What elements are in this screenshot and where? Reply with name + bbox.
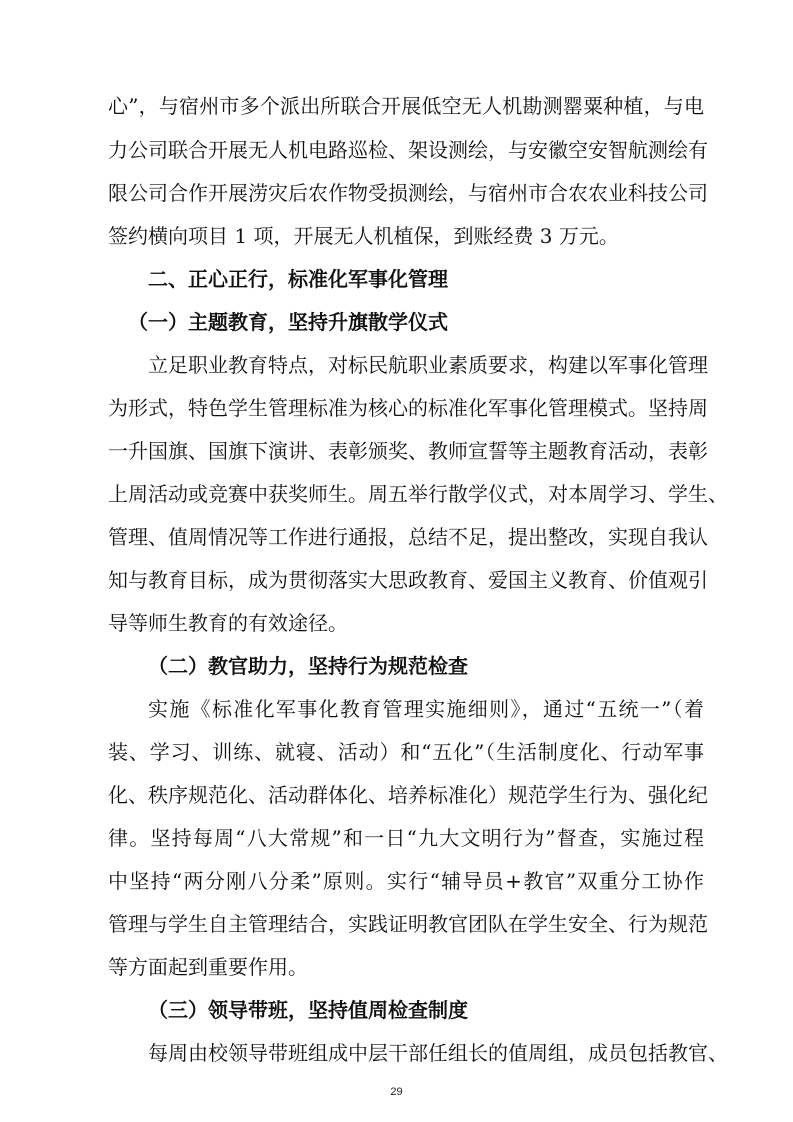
paragraph-line: 实施《标准化军事化教育管理实施细则》，通过“五统一”（着 xyxy=(148,697,704,721)
paragraph-line: 管理、值周情况等工作进行通报，总结不足，提出整改，实现自我认 xyxy=(108,525,708,549)
paragraph-line: 心”，与宿州市多个派出所联合开展低空无人机勘测罂粟种植，与电 xyxy=(108,94,704,118)
paragraph-line: 等方面起到重要作用。 xyxy=(108,955,308,979)
paragraph-line: 律。坚持每周“八大常规”和一日“九大文明行为”督查，实施过程 xyxy=(108,826,704,850)
paragraph-line: 导等师生教育的有效途径。 xyxy=(108,611,348,635)
paragraph-line: 立足职业教育特点，对标民航职业素质要求，构建以军事化管理 xyxy=(148,353,708,377)
subsection-heading: （一）主题教育，坚持升旗散学仪式 xyxy=(128,310,448,334)
paragraph-line: 力公司联合开展无人机电路巡检、架设测绘，与安徽空安智航测绘有 xyxy=(108,138,708,162)
page-number: 29 xyxy=(390,1086,403,1098)
paragraph-line: 管理与学生自主管理结合，实践证明教官团队在学生安全、行为规范 xyxy=(108,912,708,936)
paragraph-line: 限公司合作开展涝灾后农作物受损测绘，与宿州市合农农业科技公司 xyxy=(108,181,708,205)
subsection-heading: （三）领导带班，坚持值周检查制度 xyxy=(148,998,468,1022)
paragraph-line: 一升国旗、国旗下演讲、表彰颁奖、教师宣誓等主题教育活动，表彰 xyxy=(108,439,708,463)
paragraph-line: 为形式，特色学生管理标准为核心的标准化军事化管理模式。坚持周 xyxy=(108,396,708,420)
paragraph-line: 每周由校领导带班组成中层干部任组长的值周组，成员包括教官、 xyxy=(148,1041,728,1065)
paragraph-line: 知与教育目标，成为贯彻落实大思政教育、爱国主义教育、价值观引 xyxy=(108,568,708,592)
paragraph-line: 装、学习、训练、就寝、活动）和“五化”（生活制度化、行动军事 xyxy=(108,740,704,764)
section-heading: 二、正心正行，标准化军事化管理 xyxy=(148,267,448,291)
paragraph-line: 上周活动或竞赛中获奖师生。周五举行散学仪式，对本周学习、学生、 xyxy=(108,482,728,506)
subsection-heading: （二）教官助力，坚持行为规范检查 xyxy=(148,654,468,678)
paragraph-line: 化、秩序规范化、活动群体化、培养标准化）规范学生行为、强化纪 xyxy=(108,783,708,807)
paragraph-line: 签约横向项目 1 项，开展无人机植保，到账经费 3 万元。 xyxy=(108,224,619,248)
paragraph-line: 中坚持“两分刚八分柔”原则。实行“辅导员+教官”双重分工协作 xyxy=(108,869,704,893)
